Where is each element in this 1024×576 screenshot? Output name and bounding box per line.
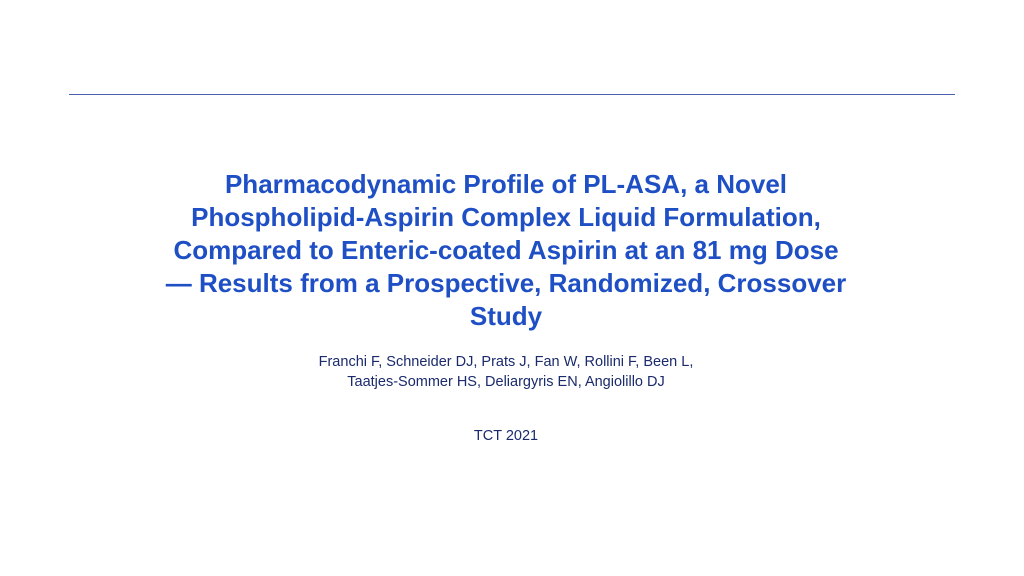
event-label: TCT 2021 <box>473 428 539 444</box>
author-list: Franchi F, Schneider DJ, Prats J, Fan W, Rollini F, Been L, Taatjes-Sommer HS, Deliargyris EN, Angiolillo DJ <box>318 354 694 390</box>
top-divider <box>69 94 955 95</box>
slide-title: Pharmacodynamic Profile of PL-ASA, a Novel Phospholipid-Aspirin Complex Liquid Formulation, Compared to Enteric-coated Aspirin at an 81 mg Dose — Results from a Prospective, Randomized, Crossover Study <box>165 169 847 331</box>
